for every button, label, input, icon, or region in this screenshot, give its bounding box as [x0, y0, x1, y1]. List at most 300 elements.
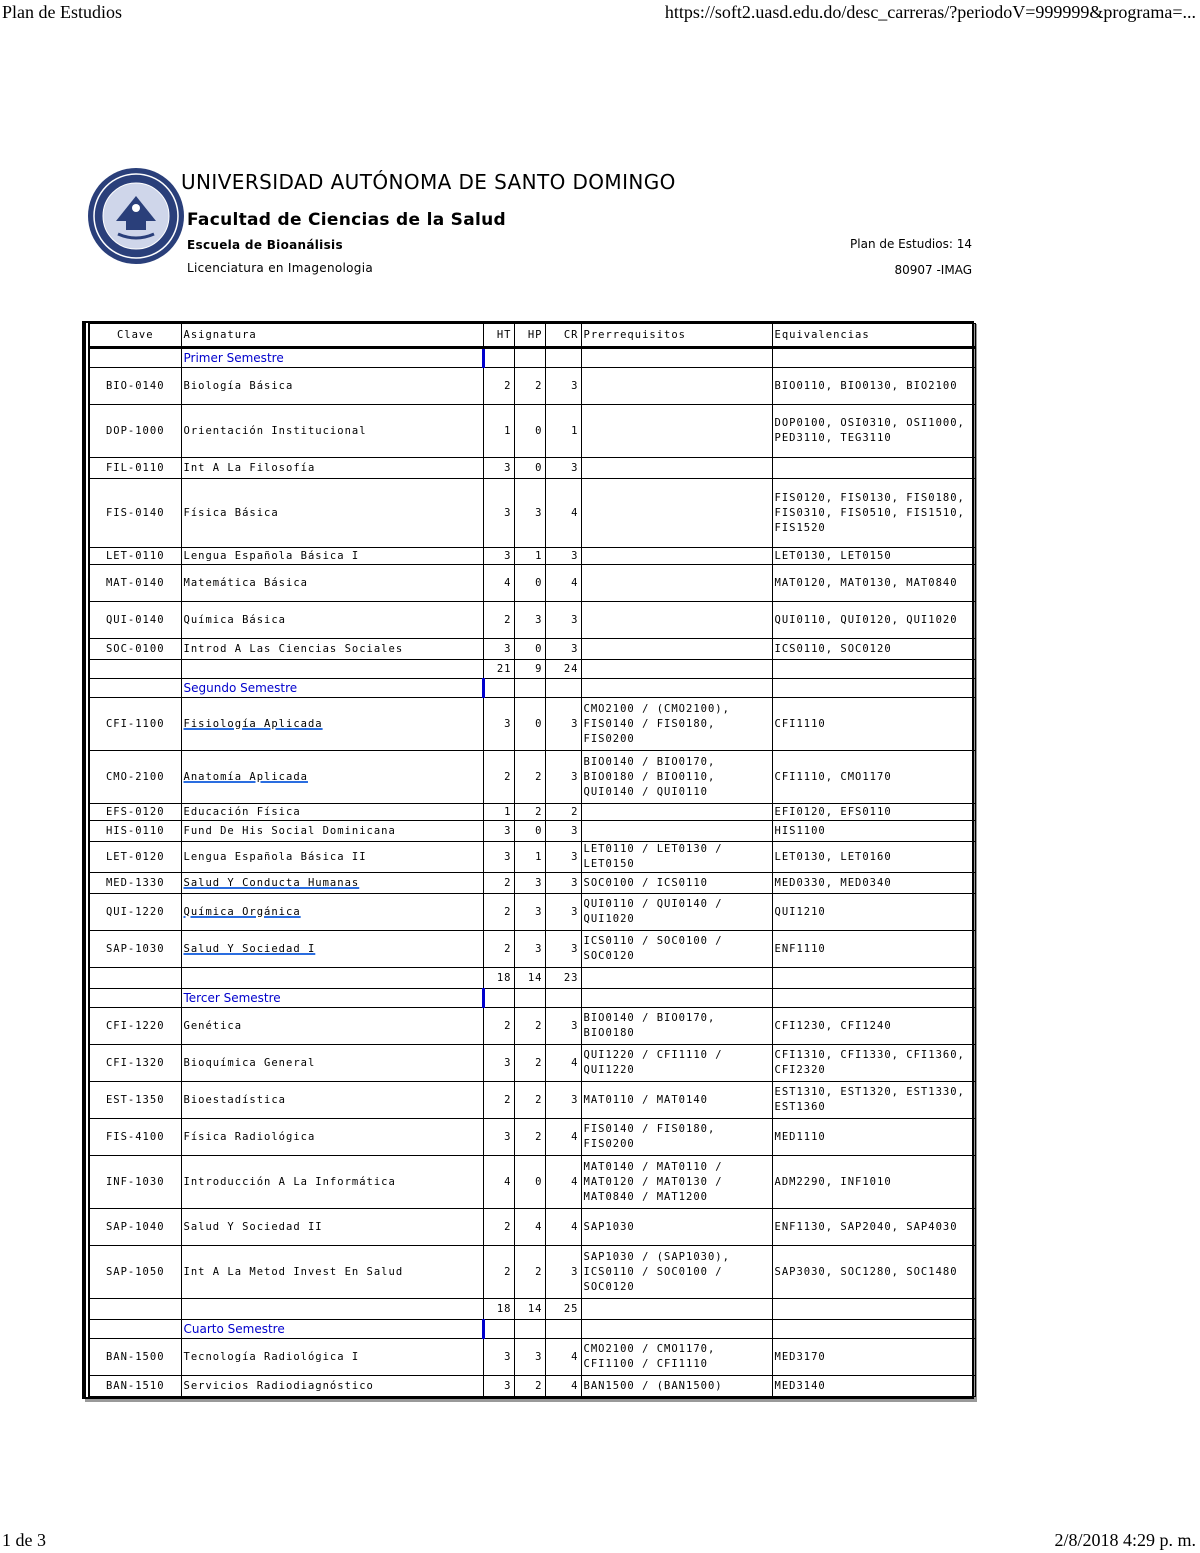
- course-ht: 2: [483, 931, 514, 968]
- semester-name: Cuarto Semestre: [181, 1320, 483, 1339]
- course-hp: 3: [514, 873, 545, 894]
- university-name: UNIVERSIDAD AUTÓNOMA DE SANTO DOMINGO: [181, 170, 676, 194]
- course-row: [87, 548, 975, 565]
- course-prerequisites: [581, 602, 772, 639]
- course-hp: 2: [514, 368, 545, 405]
- course-row: [87, 931, 975, 968]
- empty-cell: [581, 679, 772, 698]
- empty-cell: [581, 660, 772, 679]
- semester-total-row: [87, 968, 975, 989]
- empty-cell: [545, 679, 581, 698]
- empty-cell: [483, 1320, 514, 1339]
- course-cr: 3: [545, 458, 581, 479]
- course-name: Int A La Metod Invest En Salud: [183, 1265, 404, 1278]
- total-hp: 14: [514, 968, 545, 989]
- course-cr: 3: [545, 1082, 581, 1119]
- course-equivalences: BIO0110, BIO0130, BIO2100: [772, 368, 975, 405]
- course-row: [87, 368, 975, 405]
- faculty-name: Facultad de Ciencias de la Salud: [187, 210, 506, 230]
- col-header-prerrequisitos: Prerrequisitos: [581, 324, 772, 348]
- course-code: QUI-1220: [87, 894, 181, 931]
- course-hp: 1: [514, 842, 545, 873]
- course-equivalences: MED3140: [772, 1376, 975, 1397]
- course-code: BAN-1510: [87, 1376, 181, 1397]
- course-cr: 1: [545, 405, 581, 458]
- course-hp: 3: [514, 1339, 545, 1376]
- course-row: [87, 639, 975, 660]
- course-cr: 2: [545, 804, 581, 821]
- course-name: Salud Y Sociedad II: [183, 1220, 323, 1233]
- total-ht: 18: [483, 1299, 514, 1320]
- course-row: [87, 1082, 975, 1119]
- course-prerequisites: SOC0100 / ICS0110: [581, 873, 772, 894]
- course-row: [87, 698, 975, 751]
- course-row: [87, 458, 975, 479]
- course-name-cell: [181, 565, 483, 602]
- course-equivalences: ADM2290, INF1010: [772, 1156, 975, 1209]
- clave-cell: [87, 1320, 181, 1339]
- plan-number: Plan de Estudios: 14: [850, 237, 972, 251]
- course-cr: 3: [545, 698, 581, 751]
- course-prerequisites: BIO0140 / BIO0170, BIO0180: [581, 1008, 772, 1045]
- empty-cell: [514, 1320, 545, 1339]
- course-name-cell: [181, 1119, 483, 1156]
- course-hp: 0: [514, 821, 545, 842]
- total-cr: 25: [545, 1299, 581, 1320]
- total-cr: 23: [545, 968, 581, 989]
- course-hp: 3: [514, 479, 545, 548]
- course-hp: 2: [514, 1246, 545, 1299]
- course-name: Lengua Española Básica II: [183, 850, 367, 863]
- empty-cell: [772, 989, 975, 1008]
- course-ht: 4: [483, 1156, 514, 1209]
- course-cr: 3: [545, 751, 581, 804]
- course-name: Orientación Institucional: [183, 424, 367, 437]
- course-row: [87, 804, 975, 821]
- course-name-cell: [181, 1339, 483, 1376]
- course-hp: 0: [514, 1156, 545, 1209]
- course-equivalences: QUI1210: [772, 894, 975, 931]
- empty-cell: [581, 1299, 772, 1320]
- course-code: LET-0110: [87, 548, 181, 565]
- col-header-clave: Clave: [87, 324, 181, 348]
- course-name-cell: [181, 751, 483, 804]
- course-ht: 3: [483, 842, 514, 873]
- course-name-cell: [181, 458, 483, 479]
- course-name: Biología Básica: [183, 379, 294, 392]
- course-cr: 3: [545, 894, 581, 931]
- clave-cell: [87, 348, 181, 368]
- course-code: SOC-0100: [87, 639, 181, 660]
- course-cr: 3: [545, 548, 581, 565]
- course-name-cell: [181, 842, 483, 873]
- page-number: 1 de 3: [2, 1530, 46, 1550]
- course-code: QUI-0140: [87, 602, 181, 639]
- course-hp: 0: [514, 458, 545, 479]
- course-ht: 3: [483, 458, 514, 479]
- course-name: Educación Física: [183, 805, 301, 818]
- course-equivalences: FIS0120, FIS0130, FIS0180, FIS0310, FIS0510, FIS1510, FIS1520: [772, 479, 975, 548]
- curriculum-table-body: [87, 324, 975, 1397]
- semester-row: [87, 989, 975, 1008]
- semester-row: [87, 348, 975, 368]
- course-name-cell: [181, 873, 483, 894]
- empty-cell: [581, 989, 772, 1008]
- empty-cell: [483, 679, 514, 698]
- course-ht: 2: [483, 368, 514, 405]
- col-header-equivalencias: Equivalencias: [772, 324, 975, 348]
- course-prerequisites: SAP1030 / (SAP1030), ICS0110 / SOC0100 / SOC0120: [581, 1246, 772, 1299]
- course-ht: 3: [483, 698, 514, 751]
- course-cr: 4: [545, 1156, 581, 1209]
- course-code: CFI-1220: [87, 1008, 181, 1045]
- course-prerequisites: [581, 804, 772, 821]
- course-equivalences: MED3170: [772, 1339, 975, 1376]
- print-header-title: Plan de Estudios: [2, 2, 122, 22]
- course-row: [87, 1339, 975, 1376]
- course-row: [87, 1045, 975, 1082]
- course-name-cell: [181, 1246, 483, 1299]
- course-ht: 4: [483, 565, 514, 602]
- course-name: Introd A Las Ciencias Sociales: [183, 642, 404, 655]
- col-header-ht: HT: [483, 324, 514, 348]
- course-name-link[interactable]: Salud Y Conducta Humanas: [183, 876, 360, 889]
- course-row: [87, 565, 975, 602]
- semester-total-row: [87, 660, 975, 679]
- empty-cell: [545, 348, 581, 368]
- course-code: SAP-1040: [87, 1209, 181, 1246]
- course-code: FIL-0110: [87, 458, 181, 479]
- course-name-cell: [181, 931, 483, 968]
- course-prerequisites: MAT0140 / MAT0110 / MAT0120 / MAT0130 / MAT0840 / MAT1200: [581, 1156, 772, 1209]
- course-name: Bioquímica General: [183, 1056, 316, 1069]
- course-name: Servicios Radiodiagnóstico: [183, 1379, 374, 1392]
- course-ht: 2: [483, 1008, 514, 1045]
- course-hp: 2: [514, 751, 545, 804]
- course-code: HIS-0110: [87, 821, 181, 842]
- course-code: FIS-0140: [87, 479, 181, 548]
- course-ht: 2: [483, 873, 514, 894]
- empty-cell: [581, 968, 772, 989]
- school-name: Escuela de Bioanálisis: [187, 238, 343, 252]
- course-ht: 3: [483, 1376, 514, 1397]
- course-cr: 3: [545, 368, 581, 405]
- course-hp: 2: [514, 804, 545, 821]
- course-ht: 2: [483, 602, 514, 639]
- course-code: SAP-1030: [87, 931, 181, 968]
- course-prerequisites: [581, 821, 772, 842]
- course-name-cell: [181, 1209, 483, 1246]
- course-prerequisites: SAP1030: [581, 1209, 772, 1246]
- course-equivalences: CFI1110, CMO1170: [772, 751, 975, 804]
- course-ht: 3: [483, 479, 514, 548]
- course-ht: 3: [483, 1339, 514, 1376]
- course-code: LET-0120: [87, 842, 181, 873]
- semester-name: Primer Semestre: [181, 348, 483, 368]
- course-row: [87, 1376, 975, 1397]
- course-code: CFI-1320: [87, 1045, 181, 1082]
- course-equivalences: DOP0100, OSI0310, OSI1000, PED3110, TEG3110: [772, 405, 975, 458]
- course-prerequisites: QUI0110 / QUI0140 / QUI1020: [581, 894, 772, 931]
- empty-cell: [772, 348, 975, 368]
- course-prerequisites: [581, 639, 772, 660]
- course-hp: 0: [514, 639, 545, 660]
- empty-cell: [514, 348, 545, 368]
- course-prerequisites: LET0110 / LET0130 / LET0150: [581, 842, 772, 873]
- semester-row: [87, 679, 975, 698]
- course-equivalences: [772, 458, 975, 479]
- course-name-cell: [181, 804, 483, 821]
- course-name-link[interactable]: Fisiología Aplicada: [183, 717, 323, 730]
- empty-cell: [581, 1320, 772, 1339]
- total-ht: 18: [483, 968, 514, 989]
- course-equivalences: MAT0120, MAT0130, MAT0840: [772, 565, 975, 602]
- course-name-cell: [181, 698, 483, 751]
- semester-name: Tercer Semestre: [181, 989, 483, 1008]
- course-ht: 1: [483, 804, 514, 821]
- empty-cell: [181, 1299, 483, 1320]
- course-name: Física Básica: [183, 506, 279, 519]
- empty-cell: [581, 348, 772, 368]
- col-header-asignatura: Asignatura: [181, 324, 483, 348]
- clave-cell: [87, 679, 181, 698]
- course-prerequisites: FIS0140 / FIS0180, FIS0200: [581, 1119, 772, 1156]
- course-prerequisites: CMO2100 / (CMO2100), FIS0140 / FIS0180, FIS0200: [581, 698, 772, 751]
- course-name: Int A La Filosofía: [183, 461, 316, 474]
- course-hp: 2: [514, 1082, 545, 1119]
- course-name: Fund De His Social Dominicana: [183, 824, 396, 837]
- empty-cell: [514, 989, 545, 1008]
- course-equivalences: ENF1130, SAP2040, SAP4030: [772, 1209, 975, 1246]
- plan-code: 80907 -IMAG: [894, 263, 972, 277]
- course-cr: 4: [545, 565, 581, 602]
- course-ht: 3: [483, 821, 514, 842]
- course-ht: 3: [483, 639, 514, 660]
- course-name-cell: [181, 602, 483, 639]
- course-name-cell: [181, 894, 483, 931]
- course-hp: 3: [514, 602, 545, 639]
- course-cr: 3: [545, 873, 581, 894]
- course-prerequisites: [581, 368, 772, 405]
- course-ht: 3: [483, 1119, 514, 1156]
- course-cr: 3: [545, 1008, 581, 1045]
- course-name-cell: [181, 1008, 483, 1045]
- course-ht: 3: [483, 548, 514, 565]
- course-prerequisites: [581, 458, 772, 479]
- course-hp: 0: [514, 698, 545, 751]
- clave-cell: [87, 968, 181, 989]
- course-code: CFI-1100: [87, 698, 181, 751]
- course-ht: 2: [483, 1246, 514, 1299]
- total-ht: 21: [483, 660, 514, 679]
- course-name-cell: [181, 368, 483, 405]
- course-equivalences: MED0330, MED0340: [772, 873, 975, 894]
- course-cr: 3: [545, 821, 581, 842]
- course-ht: 2: [483, 1082, 514, 1119]
- course-cr: 4: [545, 1045, 581, 1082]
- course-cr: 3: [545, 602, 581, 639]
- course-code: DOP-1000: [87, 405, 181, 458]
- course-name: Matemática Básica: [183, 576, 308, 589]
- course-name-cell: [181, 405, 483, 458]
- course-ht: 3: [483, 1045, 514, 1082]
- course-equivalences: HIS1100: [772, 821, 975, 842]
- course-row: [87, 894, 975, 931]
- course-equivalences: CFI1230, CFI1240: [772, 1008, 975, 1045]
- course-hp: 3: [514, 894, 545, 931]
- course-equivalences: MED1110: [772, 1119, 975, 1156]
- course-name: Lengua Española Básica I: [183, 549, 360, 562]
- course-equivalences: LET0130, LET0160: [772, 842, 975, 873]
- course-row: [87, 842, 975, 873]
- course-cr: 4: [545, 1209, 581, 1246]
- clave-cell: [87, 989, 181, 1008]
- print-header-url: https://soft2.uasd.edu.do/desc_carreras/?periodoV=999999&programa=...: [664, 2, 1196, 22]
- course-equivalences: QUI0110, QUI0120, QUI1020: [772, 602, 975, 639]
- course-equivalences: CFI1110: [772, 698, 975, 751]
- course-row: [87, 1119, 975, 1156]
- course-equivalences: LET0130, LET0150: [772, 548, 975, 565]
- course-code: FIS-4100: [87, 1119, 181, 1156]
- empty-cell: [772, 1299, 975, 1320]
- empty-cell: [545, 989, 581, 1008]
- course-equivalences: ENF1110: [772, 931, 975, 968]
- course-cr: 3: [545, 639, 581, 660]
- course-code: EFS-0120: [87, 804, 181, 821]
- course-name-cell: [181, 1082, 483, 1119]
- course-prerequisites: CMO2100 / CMO1170, CFI1100 / CFI1110: [581, 1339, 772, 1376]
- empty-cell: [772, 660, 975, 679]
- course-row: [87, 479, 975, 548]
- course-equivalences: EST1310, EST1320, EST1330, EST1360: [772, 1082, 975, 1119]
- course-name-link[interactable]: Salud Y Sociedad I: [183, 942, 316, 955]
- course-name-cell: [181, 639, 483, 660]
- course-cr: 3: [545, 1246, 581, 1299]
- course-name-cell: [181, 548, 483, 565]
- university-seal-icon: [86, 166, 186, 266]
- course-row: [87, 405, 975, 458]
- total-hp: 14: [514, 1299, 545, 1320]
- course-hp: 2: [514, 1119, 545, 1156]
- course-code: BIO-0140: [87, 368, 181, 405]
- course-code: EST-1350: [87, 1082, 181, 1119]
- course-row: [87, 1156, 975, 1209]
- empty-cell: [483, 989, 514, 1008]
- course-code: CMO-2100: [87, 751, 181, 804]
- semester-total-row: [87, 1299, 975, 1320]
- course-ht: 1: [483, 405, 514, 458]
- course-name-cell: [181, 821, 483, 842]
- course-prerequisites: MAT0110 / MAT0140: [581, 1082, 772, 1119]
- table-header-row: [87, 324, 975, 348]
- course-hp: 4: [514, 1209, 545, 1246]
- course-hp: 2: [514, 1376, 545, 1397]
- course-row: [87, 1008, 975, 1045]
- course-row: [87, 821, 975, 842]
- empty-cell: [181, 968, 483, 989]
- course-hp: 0: [514, 565, 545, 602]
- empty-cell: [514, 679, 545, 698]
- course-prerequisites: BAN1500 / (BAN1500): [581, 1376, 772, 1397]
- course-prerequisites: QUI1220 / CFI1110 / QUI1220: [581, 1045, 772, 1082]
- course-code: MAT-0140: [87, 565, 181, 602]
- course-hp: 1: [514, 548, 545, 565]
- curriculum-table: [82, 321, 974, 1399]
- course-name-cell: [181, 479, 483, 548]
- total-hp: 9: [514, 660, 545, 679]
- course-ht: 2: [483, 894, 514, 931]
- course-cr: 4: [545, 1339, 581, 1376]
- empty-cell: [545, 1320, 581, 1339]
- clave-cell: [87, 660, 181, 679]
- course-row: [87, 873, 975, 894]
- course-name: Introducción A La Informática: [183, 1175, 396, 1188]
- course-prerequisites: [581, 548, 772, 565]
- course-name-link[interactable]: Química Orgánica: [183, 905, 301, 918]
- total-cr: 24: [545, 660, 581, 679]
- course-ht: 2: [483, 1209, 514, 1246]
- course-row: [87, 1246, 975, 1299]
- course-name-link[interactable]: Anatomía Aplicada: [183, 770, 308, 783]
- course-name-cell: [181, 1045, 483, 1082]
- course-name: Genética: [183, 1019, 243, 1032]
- course-code: BAN-1500: [87, 1339, 181, 1376]
- empty-cell: [181, 660, 483, 679]
- course-hp: 2: [514, 1008, 545, 1045]
- course-cr: 4: [545, 1119, 581, 1156]
- course-cr: 3: [545, 931, 581, 968]
- course-equivalences: CFI1310, CFI1330, CFI1360, CFI2320: [772, 1045, 975, 1082]
- degree-name: Licenciatura en Imagenologia: [187, 261, 374, 275]
- course-row: [87, 602, 975, 639]
- course-cr: 4: [545, 479, 581, 548]
- course-equivalences: ICS0110, SOC0120: [772, 639, 975, 660]
- course-prerequisites: [581, 405, 772, 458]
- clave-cell: [87, 1299, 181, 1320]
- course-prerequisites: ICS0110 / SOC0100 / SOC0120: [581, 931, 772, 968]
- course-cr: 4: [545, 1376, 581, 1397]
- course-prerequisites: [581, 479, 772, 548]
- empty-cell: [772, 1320, 975, 1339]
- course-hp: 3: [514, 931, 545, 968]
- course-cr: 3: [545, 842, 581, 873]
- empty-cell: [772, 968, 975, 989]
- course-hp: 0: [514, 405, 545, 458]
- course-equivalences: EFI0120, EFS0110: [772, 804, 975, 821]
- course-prerequisites: BIO0140 / BIO0170, BIO0180 / BIO0110, QUI0140 / QUI0110: [581, 751, 772, 804]
- col-header-cr: CR: [545, 324, 581, 348]
- print-timestamp: 2/8/2018 4:29 p. m.: [1054, 1530, 1196, 1550]
- course-name-cell: [181, 1376, 483, 1397]
- course-row: [87, 1209, 975, 1246]
- semester-name: Segundo Semestre: [181, 679, 483, 698]
- course-prerequisites: [581, 565, 772, 602]
- course-name: Bioestadística: [183, 1093, 287, 1106]
- semester-row: [87, 1320, 975, 1339]
- empty-cell: [772, 679, 975, 698]
- course-name: Tecnología Radiológica I: [183, 1350, 360, 1363]
- course-code: MED-1330: [87, 873, 181, 894]
- course-equivalences: SAP3030, SOC1280, SOC1480: [772, 1246, 975, 1299]
- course-name-cell: [181, 1156, 483, 1209]
- empty-cell: [483, 348, 514, 368]
- course-ht: 2: [483, 751, 514, 804]
- course-code: SAP-1050: [87, 1246, 181, 1299]
- course-hp: 2: [514, 1045, 545, 1082]
- course-code: INF-1030: [87, 1156, 181, 1209]
- course-row: [87, 751, 975, 804]
- course-name: Física Radiológica: [183, 1130, 316, 1143]
